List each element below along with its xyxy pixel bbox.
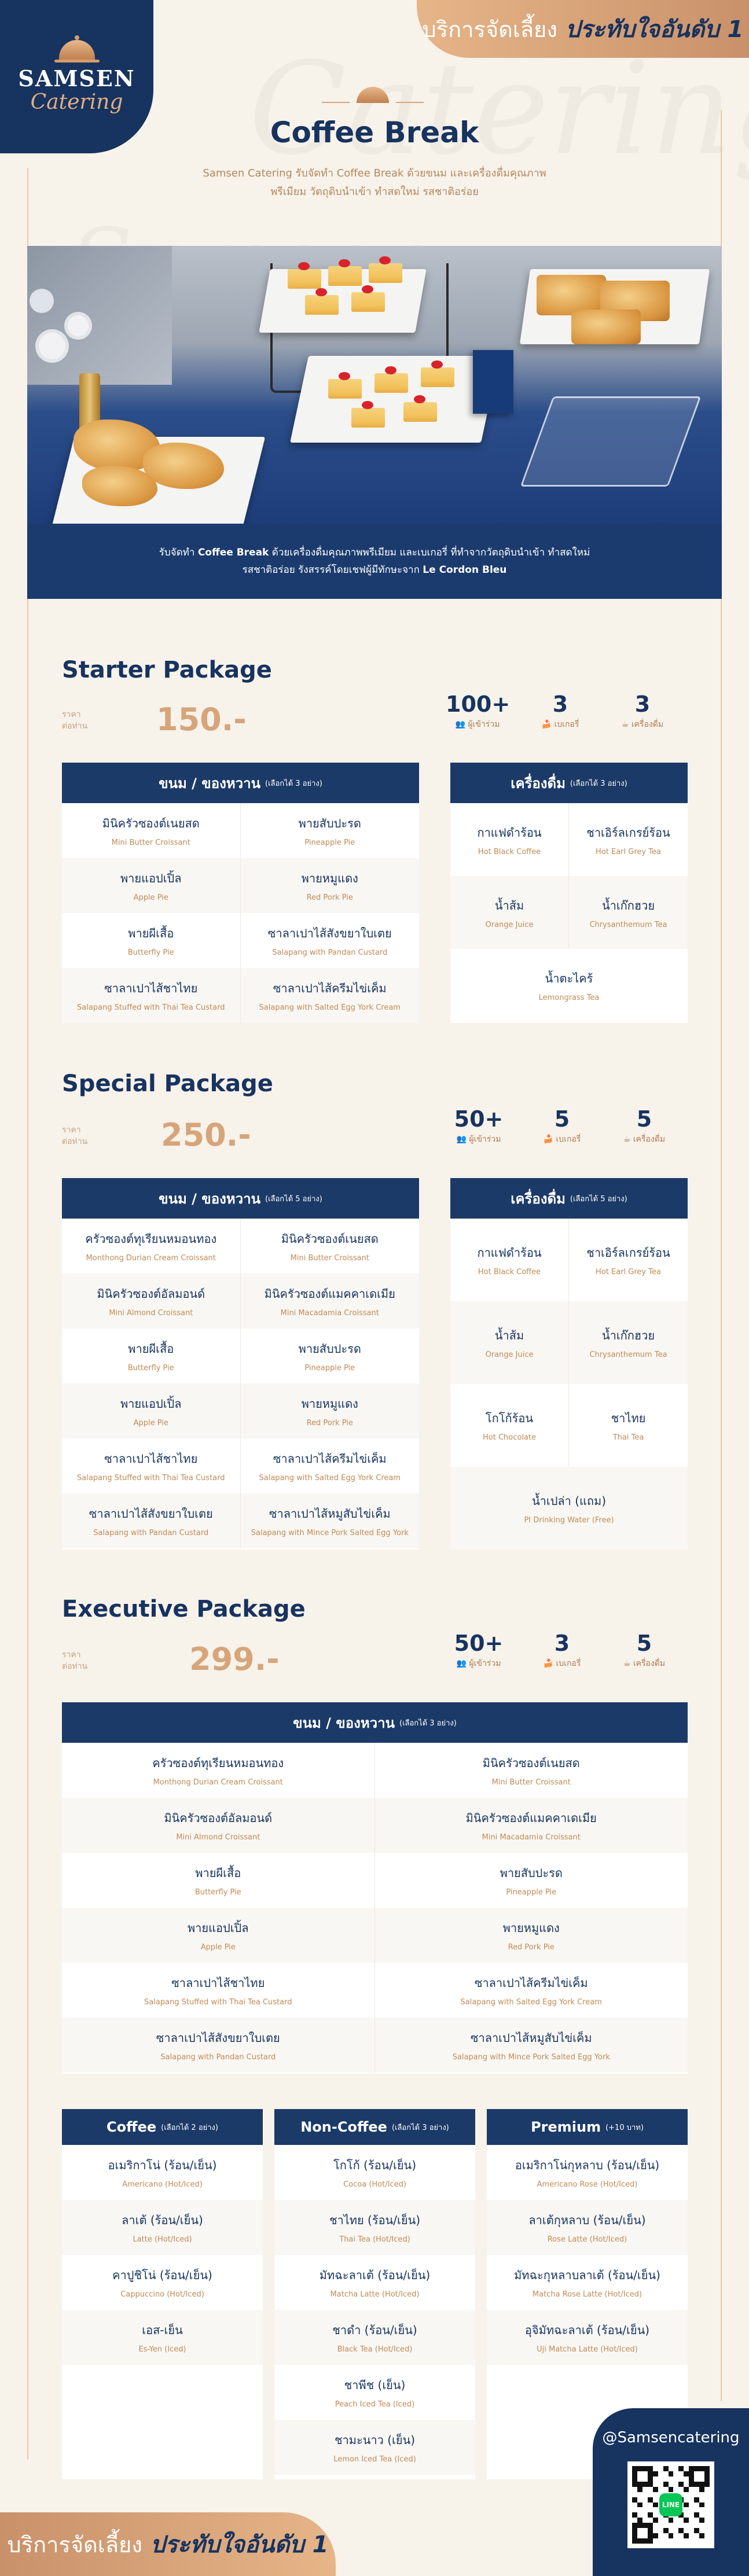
menu-item-english: Hot Earl Grey Tea [596, 1268, 661, 1276]
menu-item [450, 949, 688, 1022]
menu-item-name: ชาเอิร์ลเกรย์ร้อน [586, 825, 670, 840]
brand-sub: Catering [30, 90, 123, 114]
menu-item-english: Matcha Rose Latte (Hot/Iced) [532, 2290, 642, 2299]
menu-item [62, 1798, 375, 1853]
drinks-panel [450, 1178, 688, 1550]
menu-item-english: Black Tea (Hot/Iced) [337, 2345, 413, 2354]
panel-header: เครื่องดื่ม (เลือกได้ 5 อย่าง) [450, 1178, 688, 1219]
menu-item [241, 913, 420, 968]
stat-guests: 100+ 👥 ผู้เข้าร่วม [446, 691, 511, 729]
cake-icon: 🍰 [543, 1135, 554, 1144]
panel-header: ขนม / ของหวาน (เลือกได้ 3 อย่าง) [62, 763, 419, 803]
menu-item-english: Salapang Stuffed with Thai Tea Custard [76, 1474, 225, 1482]
menu-item [62, 1908, 375, 1963]
menu-item [274, 2200, 475, 2255]
menu-item-name: ชาพีช (เย็น) [344, 2378, 406, 2392]
menu-item-name: อุจิมัทฉะลาเต้ (ร้อน/เย็น) [524, 2323, 650, 2337]
menu-item-name: พายผีเสื้อ [195, 1866, 241, 1880]
menu-item-name: น้ำเก๊กฮวย [601, 898, 655, 912]
menu-item [241, 1274, 420, 1329]
qr-code[interactable] [627, 2461, 714, 2548]
menu-item-english: Mini Butter Croissant [491, 1778, 571, 1787]
menu-item-english: Es-Yen (Iced) [138, 2345, 186, 2354]
menu-item [450, 876, 569, 949]
menu-item [274, 2255, 475, 2310]
menu-item-english: Cappuccino (Hot/Iced) [120, 2290, 204, 2299]
menu-item [569, 803, 688, 876]
menu-item [450, 803, 569, 876]
menu-item-name: ชาเอิร์ลเกรย์ร้อน [586, 1246, 670, 1260]
menu-item [62, 2018, 375, 2073]
panel-header: ขนม / ของหวาน (เลือกได้ 5 อย่าง) [62, 1178, 419, 1219]
menu-item-name: น้ำตะไคร้ [545, 971, 593, 985]
menu-item [375, 1798, 688, 1853]
menu-item [375, 1743, 688, 1798]
stat-drinks: 5 ☕ เครื่องดื่ม [623, 1631, 666, 1668]
menu-item-english: Monthong Durian Cream Croissant [86, 1254, 216, 1263]
cup-icon: ☕ [621, 720, 629, 729]
menu-item-name: ชาไทย [611, 1411, 646, 1425]
menu-item-name: ชาไทย (ร้อน/เย็น) [329, 2213, 421, 2227]
menu-item-name: มินิครัวซองต์เนยสด [102, 816, 200, 830]
menu-item-english: Salapang Stuffed with Thai Tea Custard [76, 1003, 225, 1012]
stat-bakery: 3 🍰 เบเกอรี่ [543, 1631, 581, 1668]
menu-item [241, 1383, 420, 1438]
menu-item-name: อเมริกาโน่กุหลาบ (ร้อน/เย็น) [515, 2158, 660, 2172]
menu-item [375, 1963, 688, 2018]
stat-guests: 50+ 👥 ผู้เข้าร่วม [454, 1631, 504, 1668]
menu-item [241, 858, 420, 913]
menu-item-name: ครัวซองต์ทุเรียนหมอนทอง [152, 1756, 284, 1770]
menu-item-english: Chrysanthemum Tea [589, 1350, 667, 1359]
menu-item-english: Salapang with Pandan Custard [160, 2053, 276, 2062]
menu-item-english: Chrysanthemum Tea [589, 920, 667, 929]
menu-item [241, 803, 420, 858]
menu-item [569, 876, 688, 949]
menu-item-english: Mini Almond Croissant [176, 1833, 260, 1842]
hero-caption [27, 524, 722, 599]
menu-item-name: มินิครัวซองต์แมคคาเดเมีย [264, 1287, 395, 1301]
menu-item-english: Orange Juice [485, 1350, 534, 1359]
menu-item [274, 2420, 475, 2475]
panel-header: เครื่องดื่ม (เลือกได้ 3 อย่าง) [450, 763, 688, 803]
banner-highlight: ประทับใจอันดับ 1 [150, 2531, 329, 2558]
menu-item-name: ซาลาเปาไส้สังขยาใบเตย [89, 1507, 213, 1521]
package-title: Starter Package [62, 657, 272, 683]
stat-guests: 50+ 👥 ผู้เข้าร่วม [454, 1106, 504, 1144]
menu-item-name: มินิครัวซองต์อัลมอนด์ [164, 1811, 273, 1825]
menu-item-english: Peach Iced Tea (Iced) [335, 2400, 415, 2409]
cup-icon: ☕ [623, 1659, 631, 1668]
menu-item-name: พายแอปเปิ้ล [120, 871, 182, 885]
menu-item-english: Mini Almond Croissant [109, 1309, 193, 1318]
menu-item-name: ซาลาเปาไส้ชาไทย [104, 981, 198, 995]
menu-item-name: อเมริกาโน่ (ร้อน/เย็น) [108, 2158, 217, 2172]
menu-item-name: พายแอปเปิ้ล [187, 1921, 249, 1935]
menu-item-english: Mini Butter Croissant [290, 1254, 369, 1263]
menu-item-english: Pineapple Pie [506, 1888, 557, 1897]
menu-item-name: ครัวซองต์ทุเรียนหมอนทอง [85, 1232, 217, 1246]
menu-item-english: Lemon Iced Tea (Iced) [333, 2455, 416, 2464]
panel-header: Coffee (เลือกได้ 2 อย่าง) [62, 2109, 263, 2145]
menu-item-name: น้ำส้ม [494, 1329, 524, 1342]
menu-item [62, 1493, 241, 1548]
menu-item [62, 1438, 241, 1493]
package-price: 250.- [161, 1117, 251, 1153]
menu-item [487, 2310, 688, 2365]
package-title: Special Package [62, 1070, 273, 1097]
menu-item-english: Americano (Hot/Iced) [122, 2180, 203, 2189]
menu-item-english: Hot Black Coffee [478, 1268, 541, 1276]
menu-item-english: Thai Tea (Hot/Iced) [339, 2235, 410, 2244]
stat-drinks: 3 ☕ เครื่องดื่ม [621, 691, 664, 729]
social-block [593, 2408, 749, 2576]
stat-bakery: 5 🍰 เบเกอรี่ [543, 1106, 581, 1144]
snacks-panel [62, 1702, 688, 2074]
menu-item-english: Thai Tea [612, 1433, 644, 1442]
menu-item-name: มินิครัวซองต์เนยสด [482, 1756, 580, 1770]
menu-item-english: Mini Butter Croissant [111, 838, 190, 847]
menu-item [450, 1219, 569, 1301]
banner-text: บริการจัดเลี้ยง [422, 16, 557, 42]
menu-item-name: น้ำเปล่า (แถม) [531, 1494, 607, 1508]
menu-item-name: พายหมูแดง [301, 1397, 358, 1411]
coffee-break-photo [27, 246, 722, 524]
menu-item-english: Apple Pie [133, 1419, 168, 1427]
menu-item-name: มินิครัวซองต์แมคคาเดเมีย [465, 1811, 597, 1825]
menu-item-name: เอส-เย็น [142, 2323, 183, 2337]
menu-item [62, 858, 241, 913]
menu-item-english: Salapang with Salted Egg York Cream [259, 1474, 401, 1482]
menu-item [274, 2365, 475, 2420]
menu-item-name: มินิครัวซองต์เนยสด [281, 1232, 379, 1246]
menu-item-name: ชาดำ (ร้อน/เย็น) [332, 2323, 417, 2337]
snacks-panel [62, 763, 419, 1023]
menu-item-name: กาแฟดำร้อน [477, 825, 542, 840]
menu-item-name: มัทฉะกุหลาบลาเต้ (ร้อน/เย็น) [514, 2268, 660, 2282]
menu-item [450, 1467, 688, 1550]
menu-item-english: Hot Earl Grey Tea [596, 847, 661, 856]
menu-item [375, 1908, 688, 1963]
menu-item-name: น้ำส้ม [494, 898, 524, 912]
menu-item [487, 2145, 688, 2200]
menu-item-english: Latte (Hot/Iced) [133, 2235, 192, 2244]
package-price: 299.- [189, 1641, 280, 1677]
menu-item-name: ซาลาเปาไส้สังขยาใบเตย [156, 2031, 280, 2045]
menu-item [241, 1219, 420, 1274]
menu-item [62, 2200, 263, 2255]
menu-item-name: กาแฟดำร้อน [477, 1246, 542, 1260]
coffee-panel [62, 2109, 263, 2479]
menu-item [62, 913, 241, 968]
menu-item [241, 968, 420, 1023]
menu-item-english: Pineapple Pie [304, 838, 355, 847]
stat-drinks: 5 ☕ เครื่องดื่ม [623, 1106, 666, 1144]
menu-item-name: ซาลาเปาไส้ชาไทย [104, 1452, 198, 1466]
menu-item-english: Apple Pie [133, 893, 168, 902]
menu-item [62, 803, 241, 858]
menu-item-english: Salapang with Mince Pork Salted Egg York [452, 2053, 610, 2062]
menu-item-name: น้ำเก๊กฮวย [601, 1329, 655, 1342]
menu-item [450, 1301, 569, 1384]
noncoffee-panel [274, 2109, 475, 2479]
menu-item [62, 1274, 241, 1329]
menu-item-english: Pineapple Pie [304, 1364, 355, 1372]
menu-item [375, 1853, 688, 1908]
social-handle[interactable]: @Samsencatering [602, 2429, 740, 2446]
menu-item [62, 1853, 375, 1908]
people-icon: 👥 [455, 720, 465, 729]
menu-item-english: Matcha Latte (Hot/Iced) [330, 2290, 420, 2299]
menu-item-name: พายผีเสื้อ [128, 926, 174, 940]
price-label: ราคา ต่อท่าน [62, 710, 88, 731]
menu-item-english: Salapang with Pandan Custard [93, 1529, 209, 1537]
menu-item-name: มัทฉะลาเต้ (ร้อน/เย็น) [319, 2268, 431, 2282]
brand-name: SAMSEN [18, 65, 135, 91]
menu-item [62, 1219, 241, 1274]
drinks-panel [450, 763, 688, 1023]
menu-item-name: ชามะนาว (เย็น) [334, 2433, 416, 2447]
menu-item [450, 1384, 569, 1467]
menu-item-name: ซาลาเปาไส้ครีมไข่เค็ม [273, 1452, 387, 1466]
menu-item-english: Mini Macadamia Croissant [482, 1833, 581, 1842]
menu-item-english: Salapang with Salted Egg York Cream [460, 1998, 602, 2007]
menu-item [62, 1329, 241, 1383]
menu-item-english: Butterfly Pie [194, 1888, 241, 1897]
line-icon: LINE [659, 2493, 682, 2516]
menu-item-english: Monthong Durian Cream Croissant [153, 1778, 283, 1787]
menu-item-english: Uji Matcha Latte (Hot/Iced) [537, 2345, 638, 2354]
menu-item [274, 2310, 475, 2365]
menu-item [375, 2018, 688, 2073]
menu-item-name: คาปูชิโน่ (ร้อน/เย็น) [112, 2268, 212, 2282]
package-price: 150.- [156, 701, 247, 738]
menu-item-name: ลาเต้กุหลาบ (ร้อน/เย็น) [528, 2213, 646, 2227]
banner-highlight: ประทับใจอันดับ 1 [565, 16, 744, 43]
menu-item [274, 2145, 475, 2200]
menu-item [62, 1743, 375, 1798]
panel-header: Non-Coffee (เลือกได้ 3 อย่าง) [274, 2109, 475, 2145]
menu-item [62, 968, 241, 1023]
intro-line: พรีเมียม วัตถุดิบนำเข้า ทำสดใหม่ รสชาติอร่อย [270, 186, 479, 198]
menu-item [569, 1384, 688, 1467]
menu-item-english: Salapang with Pandan Custard [272, 948, 388, 957]
menu-item-english: Orange Juice [485, 920, 534, 929]
menu-item-english: Lemongrass Tea [538, 993, 600, 1002]
menu-item [62, 2310, 263, 2365]
menu-item-name: ซาลาเปาไส้สังขยาใบเตย [267, 926, 392, 940]
menu-item-name: ซาลาเปาไส้ครีมไข่เค็ม [474, 1976, 588, 1990]
menu-item-name: พายผีเสื้อ [128, 1342, 174, 1356]
menu-item-name: พายสับปะรด [298, 816, 361, 830]
price-label: ราคา ต่อท่าน [62, 1125, 88, 1146]
menu-item-name: ซาลาเปาไส้หมูสับไข่เค็ม [470, 2031, 592, 2045]
menu-item-name: มินิครัวซองต์อัลมอนด์ [97, 1287, 205, 1301]
menu-item-english: Salapang with Mince Pork Salted Egg York [251, 1529, 409, 1537]
menu-item [487, 2200, 688, 2255]
menu-item-english: Butterfly Pie [127, 948, 174, 957]
menu-item [62, 2145, 263, 2200]
menu-item-name: โกโก้ (ร้อน/เย็น) [333, 2158, 417, 2172]
menu-item-english: Mini Macadamia Croissant [280, 1309, 379, 1318]
banner-text: บริการจัดเลี้ยง [7, 2531, 142, 2557]
top-banner [417, 0, 749, 58]
menu-item-english: PI Drinking Water (Free) [524, 1516, 614, 1525]
hero-line: รสชาติอร่อย รังสรรค์โดยเชฟผู้มีทักษะจาก Le Cordon Bleu [242, 564, 507, 576]
menu-item-english: Americano Rose (Hot/Iced) [537, 2180, 638, 2189]
people-icon: 👥 [456, 1659, 467, 1668]
menu-item [62, 1383, 241, 1438]
menu-item-name: พายหมูแดง [502, 1921, 560, 1935]
menu-item [241, 1329, 420, 1383]
menu-item [241, 1438, 420, 1493]
menu-item [62, 2255, 263, 2310]
menu-item [62, 1963, 375, 2018]
menu-item-english: Apple Pie [200, 1943, 236, 1952]
menu-item [487, 2255, 688, 2310]
cup-icon: ☕ [623, 1135, 631, 1144]
menu-item-english: Salapang with Salted Egg York Cream [259, 1003, 401, 1012]
panel-header: ขนม / ของหวาน (เลือกได้ 3 อย่าง) [62, 1702, 688, 1743]
stat-bakery: 3 🍰 เบเกอรี่ [541, 691, 579, 729]
menu-item-name: ลาเต้ (ร้อน/เย็น) [122, 2213, 203, 2227]
menu-item [241, 1493, 420, 1548]
menu-item-name: โกโก้ร้อน [485, 1411, 534, 1425]
cloche-icon [59, 40, 95, 60]
menu-item-name: พายสับปะรด [500, 1866, 563, 1880]
page-title: Coffee Break [270, 116, 479, 149]
hero-line: รับจัดทำ Coffee Break ด้วยเครื่องดื่มคุณภาพพรีเมียม และเบเกอรี่ ที่ทำจากวัตถุดิบนำเข้า ทำสดใหม่ [159, 547, 590, 558]
intro-text [0, 164, 749, 201]
cake-icon: 🍰 [543, 1659, 554, 1668]
menu-item-english: Red Pork Pie [306, 893, 353, 902]
menu-item-name: ซาลาเปาไส้ครีมไข่เค็ม [273, 981, 387, 995]
menu-item [569, 1219, 688, 1301]
package-title: Executive Package [62, 1596, 306, 1622]
menu-item-english: Hot Chocolate [482, 1433, 536, 1442]
panel-header: Premium (+10 บาท) [487, 2109, 688, 2145]
hero-image [27, 246, 722, 599]
menu-item-name: พายแอปเปิ้ล [120, 1397, 182, 1411]
menu-item-english: Red Pork Pie [306, 1419, 353, 1427]
price-label: ราคา ต่อท่าน [62, 1650, 88, 1671]
menu-item-english: Cocoa (Hot/Iced) [343, 2180, 406, 2189]
menu-item-name: ซาลาเปาไส้หมูสับไข่เค็ม [269, 1507, 391, 1521]
bottom-banner [0, 2512, 336, 2576]
cake-icon: 🍰 [541, 720, 552, 729]
menu-item-english: Hot Black Coffee [478, 847, 541, 856]
menu-item-english: Red Pork Pie [508, 1943, 555, 1952]
intro-line: Samsen Catering รับจัดทำ Coffee Break ด้วยขนม และเครื่องดื่มคุณภาพ [203, 167, 546, 179]
menu-item-english: Salapang Stuffed with Thai Tea Custard [144, 1998, 292, 2007]
menu-item-name: พายหมูแดง [301, 871, 358, 885]
people-icon: 👥 [456, 1135, 467, 1144]
menu-item-english: Butterfly Pie [127, 1364, 174, 1372]
snacks-panel [62, 1178, 419, 1550]
menu-item-name: ซาลาเปาไส้ชาไทย [171, 1976, 265, 1990]
menu-item-name: พายสับปะรด [298, 1342, 361, 1356]
menu-item [569, 1301, 688, 1384]
menu-item-english: Rose Latte (Hot/Iced) [547, 2235, 627, 2244]
